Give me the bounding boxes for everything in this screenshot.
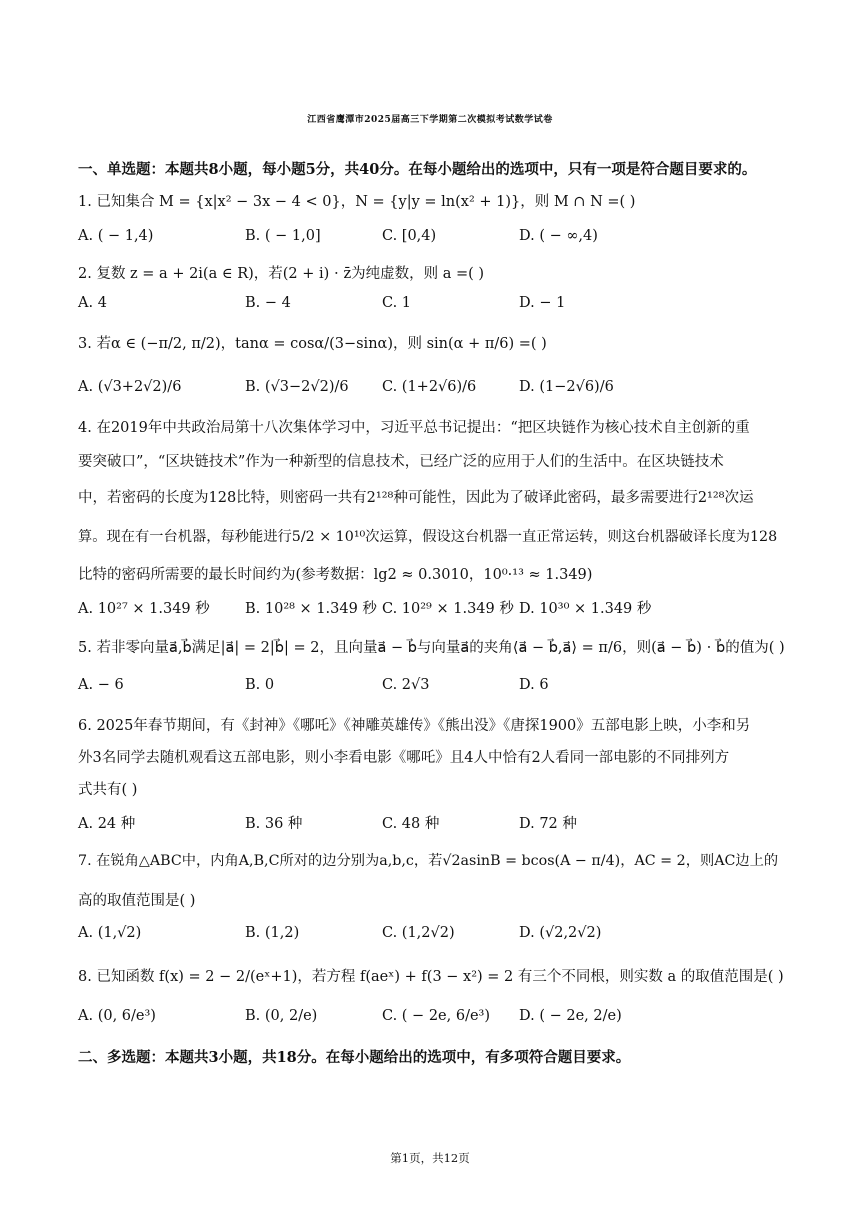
question-7-text-line-1: 7. 在锐角△ABC中，内角A,B,C所对的边分别为a,b,c，若√2asinB = bcos(A − π/4)，AC = 2，则AC边上的 [78,853,779,869]
option-a: A. ( − 1,4) [78,228,154,244]
option-a: A. (1,√2) [78,925,142,941]
option-d: D. 72 种 [519,816,577,832]
question-3-text: 3. 若α ∈ (−π/2, π/2)，tanα = cosα/(3−sinα)，则 sin(α + π/6) =( ) [78,336,547,352]
question-1-options [78,228,786,252]
question-6-text-line-3: 式共有( ) [78,782,138,798]
question-3-options [78,379,786,403]
option-d: D. ( − ∞,4) [519,228,598,244]
option-b: B. − 4 [245,295,291,311]
question-2-options [78,295,786,319]
option-d: D. 6 [519,677,549,693]
option-b: B. (√3−2√2)/6 [245,379,349,395]
option-a: A. − 6 [78,677,124,693]
option-b: B. (0, 2/e) [245,1008,318,1024]
option-a: A. (√3+2√2)/6 [78,379,182,395]
option-d: D. (√2,2√2) [519,925,602,941]
question-4-text-line-1: 4. 在2019年中共政治局第十八次集体学习中，习近平总书记提出：“把区块链作为核心技术自主创新的重 [78,420,750,436]
question-5-text: 5. 若非零向量a⃗,b⃗满足|a⃗| = 2|b⃗| = 2，且向量a⃗ − b⃗与向量a⃗的夹角⟨a⃗ − b⃗,a⃗⟩ = π/6，则(a⃗ − b⃗) ⋅ b⃗的值为( ) [78,640,785,656]
option-d: D. − 1 [519,295,566,311]
question-8-text: 8. 已知函数 f(x) = 2 − 2/(eˣ+1)，若方程 f(aeˣ) + f(3 − x²) = 2 有三个不同根，则实数 a 的取值范围是( ) [78,969,784,985]
option-b: B. 10²⁸ × 1.349 秒 [245,601,377,617]
option-b: B. 36 种 [245,816,303,832]
option-b: B. ( − 1,0] [245,228,321,244]
option-d: D. 10³⁰ × 1.349 秒 [519,601,652,617]
option-a: A. 24 种 [78,816,136,832]
option-a: A. 4 [78,295,107,311]
question-4-text-line-3: 中，若密码的长度为128比特，则密码一共有2¹²⁸种可能性，因此为了破译此密码，最多需要进行2¹²⁸次运 [78,490,754,506]
option-b: B. (1,2) [245,925,300,941]
question-4-text-line-2: 要突破口”，“区块链技术”作为一种新型的信息技术，已经广泛的应用于人们的生活中。在区块链技术 [78,454,724,470]
question-1-text: 1. 已知集合 M = {x|x² − 3x − 4 < 0}，N = {y|y = ln(x² + 1)}，则 M ∩ N =( ) [78,194,636,210]
question-4-options [78,597,786,621]
question-2-text: 2. 复数 z = a + 2i(a ∈ R)，若(2 + i) ⋅ z̄为纯虚数，则 a =( ) [78,266,485,282]
page-title: 江西省鹰潭市2025届高三下学期第二次模拟考试数学试卷 [307,115,553,125]
question-7-options [78,925,786,949]
option-c: C. (1,2√2) [382,925,455,941]
option-c: C. 10²⁹ × 1.349 秒 [382,601,514,617]
option-a: A. (0, 6/e³) [78,1008,156,1024]
question-4-text-line-5: 比特的密码所需要的最长时间约为(参考数据：lg2 ≈ 0.3010，10⁰·¹³ ≈ 1.349) [78,567,593,583]
option-d: D. ( − 2e, 2/e) [519,1008,622,1024]
option-c: C. 1 [382,295,412,311]
question-8-options [78,1008,786,1032]
option-a: A. 10²⁷ × 1.349 秒 [78,601,210,617]
page-footer: 第1页，共12页 [390,1151,470,1165]
question-6-text-line-1: 6. 2025年春节期间，有《封神》《哪吒》《神雕英雄传》《熊出没》《唐探1900》五部电影上映，小李和另 [78,718,751,734]
question-6-text-line-2: 外3名同学去随机观看这五部电影，则小李看电影《哪吒》且4人中恰有2人看同一部电影的不同排列方 [78,750,730,766]
question-7-text-line-2: 高的取值范围是( ) [78,893,196,909]
question-6-options [78,812,786,836]
question-4-text-line-4: 算。现在有一台机器，每秒能进行5/2 × 10¹⁰次运算，假设这台机器一直正常运转，则这台机器破译长度为128 [78,529,778,545]
question-5-options [78,677,786,701]
section-heading-single-choice: 一、单选题：本题共8小题，每小题5分，共40分。在每小题给出的选项中，只有一项是符合题目要求的。 [78,161,757,178]
option-c: C. [0,4) [382,228,437,244]
option-c: C. 48 种 [382,816,440,832]
option-c: C. ( − 2e, 6/e³) [382,1008,491,1024]
option-b: B. 0 [245,677,275,693]
option-c: C. 2√3 [382,677,430,693]
option-d: D. (1−2√6)/6 [519,379,614,395]
option-c: C. (1+2√6)/6 [382,379,477,395]
section-heading-multi-choice: 二、多选题：本题共3小题，共18分。在每小题给出的选项中，有多项符合题目要求。 [78,1049,631,1066]
